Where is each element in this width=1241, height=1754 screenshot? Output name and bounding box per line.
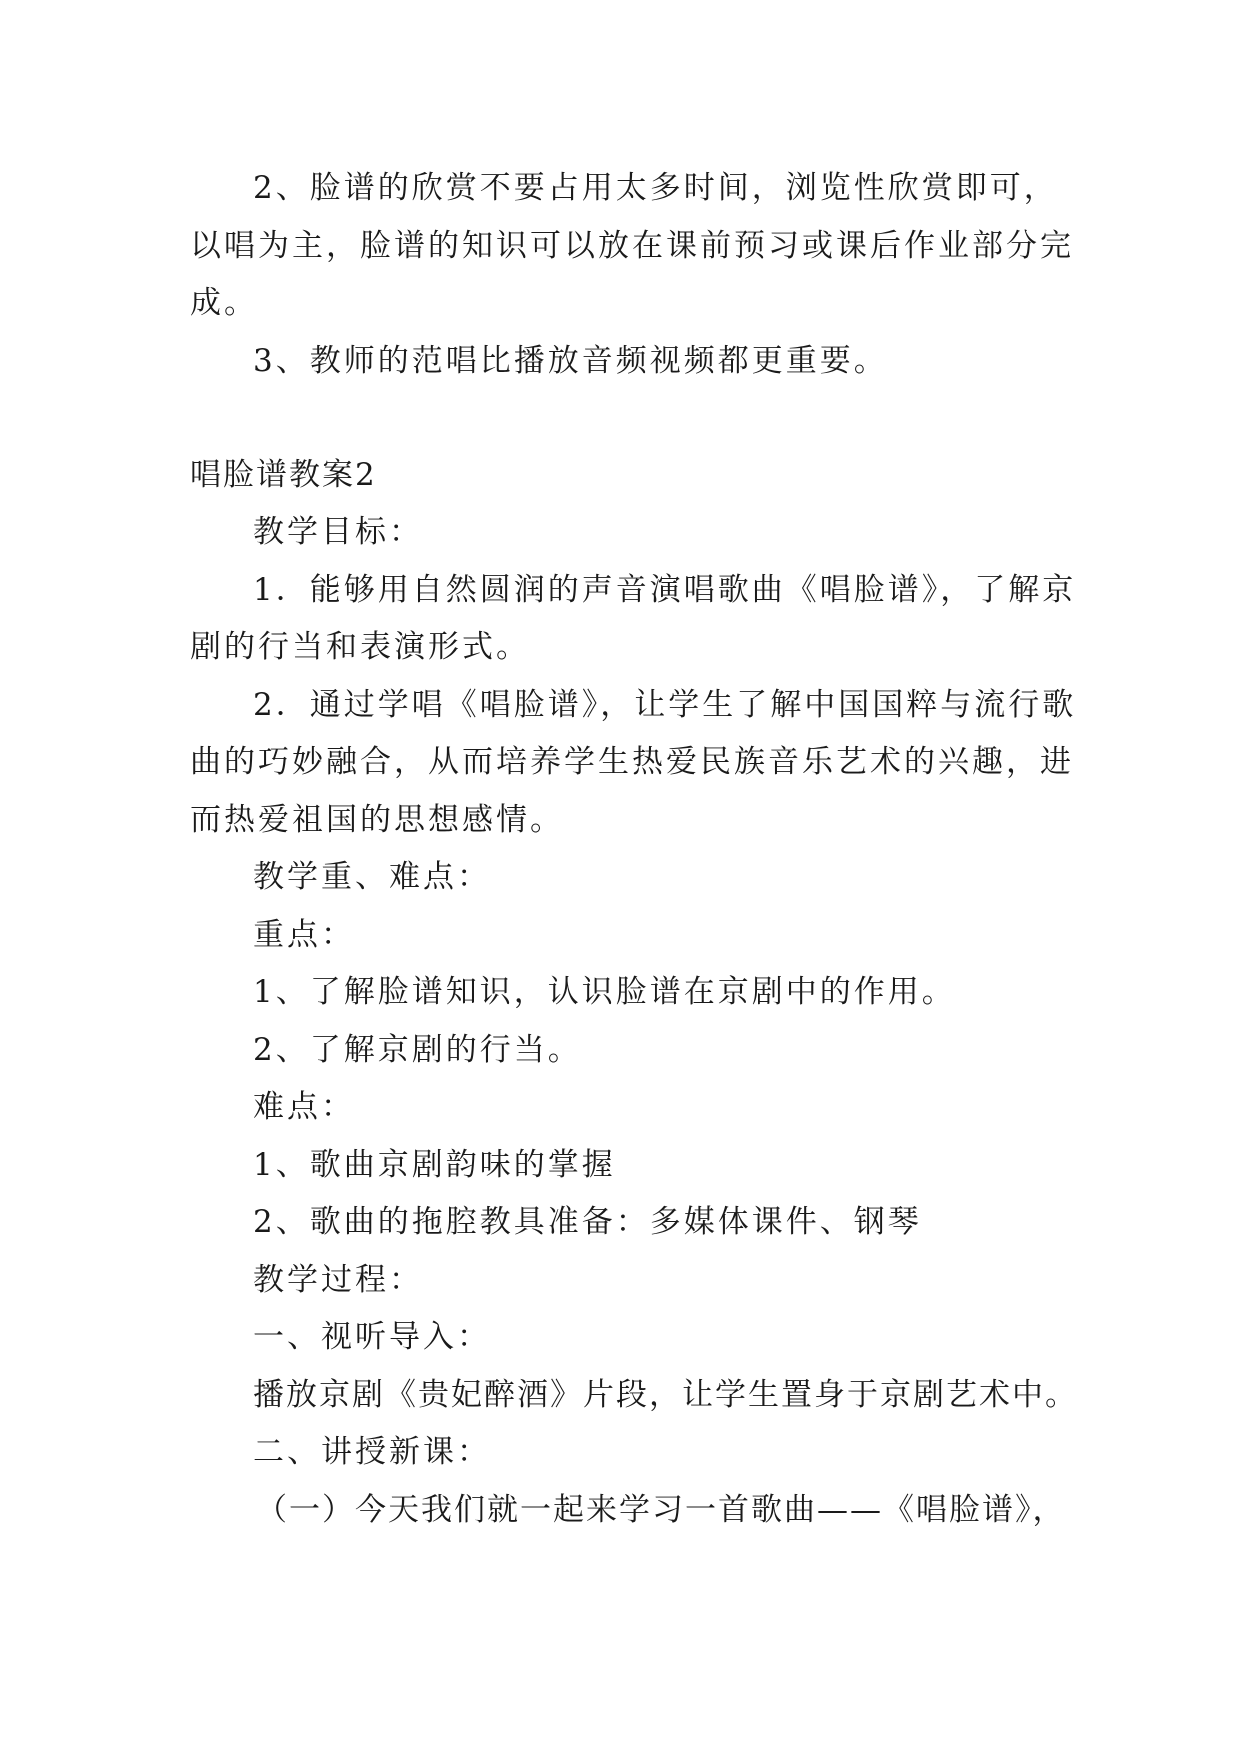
paragraph-line: 而热爱祖国的思想感情。 xyxy=(190,802,564,838)
paragraph-line: 曲的巧妙融合，从而培养学生热爱民族音乐艺术的兴趣，进 xyxy=(190,744,1074,780)
paragraph-line: 剧的行当和表演形式。 xyxy=(190,629,530,665)
paragraph-line: 1．能够用自然圆润的声音演唱歌曲《唱脸谱》，了解京 xyxy=(253,572,1077,608)
paragraph-line: 2．通过学唱《唱脸谱》，让学生了解中国国粹与流行歌 xyxy=(253,687,1077,723)
paragraph-line: 难点： xyxy=(253,1089,355,1125)
paragraph-line: 二、讲授新课： xyxy=(253,1434,491,1470)
paragraph-line: 成。 xyxy=(190,285,258,321)
paragraph-line: 教学目标： xyxy=(253,514,423,550)
paragraph-line: 1、歌曲京剧韵味的掌握 xyxy=(253,1147,616,1183)
paragraph-line: 播放京剧《贵妃醉酒》片段，让学生置身于京剧艺术中。 xyxy=(253,1377,1078,1413)
paragraph-line: 3、教师的范唱比播放音频视频都更重要。 xyxy=(253,343,888,379)
paragraph-line: （一）今天我们就一起来学习一首歌曲——《唱脸谱》， xyxy=(256,1492,1066,1528)
paragraph-line: 1、了解脸谱知识，认识脸谱在京剧中的作用。 xyxy=(253,974,956,1010)
paragraph-line: 重点： xyxy=(253,917,355,953)
paragraph-line: 2、歌曲的拖腔教具准备：多媒体课件、钢琴 xyxy=(253,1204,922,1240)
paragraph-line: 教学重、难点： xyxy=(253,859,491,895)
paragraph-line: 2、了解京剧的行当。 xyxy=(253,1032,582,1068)
paragraph-line: 2、脸谱的欣赏不要占用太多时间，浏览性欣赏即可， xyxy=(253,170,1058,206)
paragraph-line: 一、视听导入： xyxy=(253,1319,491,1355)
paragraph-line: 以唱为主，脸谱的知识可以放在课前预习或课后作业部分完 xyxy=(190,228,1074,264)
section-heading: 唱脸谱教案2 xyxy=(190,457,377,493)
paragraph-line: 教学过程： xyxy=(253,1262,423,1298)
